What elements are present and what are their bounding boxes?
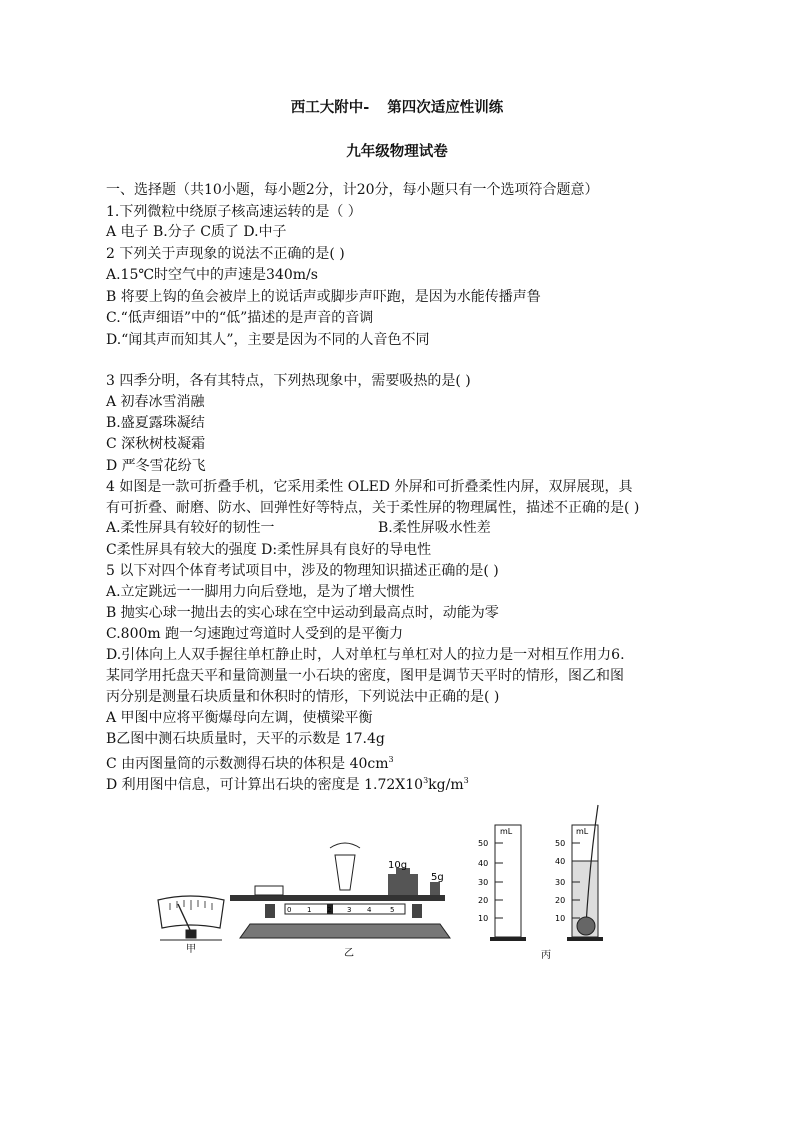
svg-text:20: 20 — [478, 896, 489, 905]
label-weight-5g: 5g — [431, 872, 444, 883]
figure-jia-pointer-scale — [158, 896, 224, 940]
q5-option-a: A.立定跳远一一脚用力向后登地，是为了增大惯性 — [106, 584, 415, 600]
q4-stem-line2: 有可折叠、耐磨、防水、回弹性好等特点，关于柔性屏的物理属性，描述不正确的是( ) — [106, 500, 640, 516]
q1-options: A 电子 B.分子 C质了 D.中子 — [106, 224, 287, 240]
q2-stem: 2 下列关于声现象的说法不正确的是( ) — [106, 246, 345, 262]
q6-option-c: C 由丙图量筒的示数测得石块的体积是 $40cm^3$ — [106, 755, 394, 772]
q1-stem: 1.下列微粒中绕原子核高速运转的是（ ） — [106, 204, 362, 220]
section-heading: 一、选择题（共10小题，每小题2分，计20分，每小题只有一个选项符合题意） — [106, 182, 599, 198]
cylinder-1 — [490, 825, 526, 941]
title-school: 西工大附中- — [290, 99, 370, 116]
cylinder-1-unit: mL — [500, 827, 513, 836]
title-exam: 第四次适应性训练 — [387, 99, 504, 116]
q6-option-a: A 甲图中应将平衡爆母向左调，使横梁平衡 — [106, 710, 373, 726]
svg-text:50: 50 — [555, 839, 566, 848]
svg-text:50: 50 — [478, 839, 489, 848]
label-jia: 甲 — [186, 944, 196, 955]
q2-option-d: D.“闻其声而知其人”，主要是因为不同的人音色不同 — [106, 332, 430, 348]
q5-option-c: C.800m 跑一匀速跑过弯道时人受到的是平衡力 — [106, 626, 404, 642]
label-weight-10g: 10g — [388, 860, 408, 871]
q4-option-a: A.柔性屏具有较好的韧性一 — [106, 520, 275, 536]
figure-yi-balance — [230, 843, 450, 938]
q2-option-b: B 将要上钩的鱼会被岸上的说话声或脚步声吓跑，是因为水能传播声鲁 — [106, 289, 541, 305]
svg-text:5: 5 — [390, 906, 395, 914]
svg-text:20: 20 — [555, 896, 566, 905]
svg-text:40: 40 — [478, 859, 489, 868]
cylinder-2-unit: mL — [576, 827, 589, 836]
q6-stem-line2: 丙分别是测量石块质量和休积时的情形，下列说法中正确的是( ) — [106, 689, 500, 705]
q4-option-cd: C柔性屏具有较大的强度 D:柔性屏具有良好的导电性 — [106, 542, 432, 558]
q5-option-b: B 抛实心球一抛出去的实心球在空中运动到最高点时，动能为零 — [106, 605, 499, 621]
svg-text:10: 10 — [478, 914, 489, 923]
cylinder-1-ticks — [478, 839, 488, 923]
cylinder-2-ticks — [555, 839, 565, 923]
q2-option-c: C.“低声细语”中的“低”描述的是声音的音调 — [106, 310, 374, 326]
q4-stem-line1: 4 如图是一款可折叠手机，它采用柔性 OLED 外屏和可折叠柔性内屏，双屏展现，具 — [106, 479, 633, 495]
experiment-figure — [150, 800, 610, 970]
svg-text:30: 30 — [555, 878, 566, 887]
q6-option-d: D 利用图中信息，可计算出石块的密度是 $1.72X10^3kg/m^3$ — [106, 776, 469, 793]
svg-text:4: 4 — [367, 906, 372, 914]
svg-text:0: 0 — [287, 906, 292, 914]
q2-option-a: A.15℃时空气中的声速是340m/s — [106, 267, 318, 283]
q3-option-b: B.盛夏露珠凝结 — [106, 415, 205, 431]
svg-text:10: 10 — [555, 914, 566, 923]
svg-text:3: 3 — [347, 906, 352, 914]
q6-stem-line1: 某同学用托盘天平和量筒测量一小石块的密度，图甲是调节天平时的情形，图乙和图 — [106, 668, 624, 684]
q3-option-d: D 严冬雪花纷飞 — [106, 458, 206, 474]
q3-option-c: C 深秋树枝凝霜 — [106, 436, 206, 452]
label-yi: 乙 — [344, 948, 354, 959]
page-title — [0, 96, 794, 117]
q5-option-d: D.引体向上人双手握往单杠静止时，人对单杠与单杠对人的拉力是一对相互作用力6. — [106, 647, 625, 663]
q3-option-a: A 初春冰雪消融 — [106, 394, 205, 410]
q6-option-b: B乙图中测石块质量时，天平的示数是 17.4g — [106, 731, 385, 747]
svg-text:40: 40 — [555, 857, 566, 866]
svg-text:30: 30 — [478, 878, 489, 887]
label-bing: 丙 — [541, 950, 551, 961]
svg-text:2: 2 — [327, 906, 332, 914]
q5-stem: 5 以下对四个体育考试项目中，涉及的物理知识描述正确的是( ) — [106, 563, 499, 579]
q4-option-b: B.柔性屏吸水性差 — [378, 520, 491, 536]
page-subtitle: 九年级物理试卷 — [346, 143, 448, 160]
q3-stem: 3 四季分明，各有其特点，下列热现象中，需要吸热的是( ) — [106, 373, 471, 389]
cylinder-2 — [567, 805, 603, 941]
svg-text:1: 1 — [307, 906, 312, 914]
